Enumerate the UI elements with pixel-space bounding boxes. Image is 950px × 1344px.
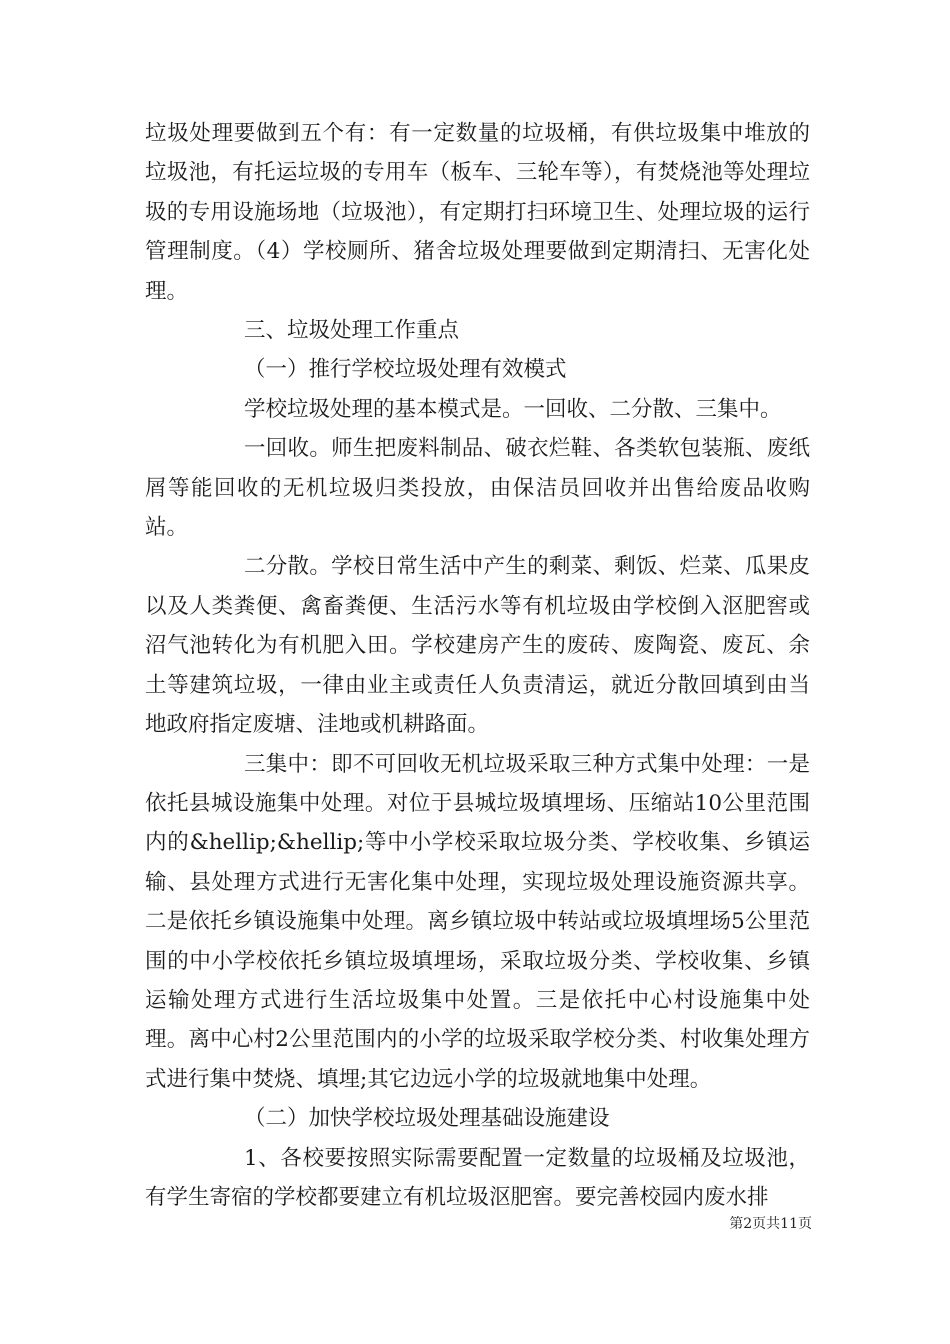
paragraph-basic-mode: 学校垃圾处理的基本模式是。一回收、二分散、三集中。 bbox=[244, 396, 782, 422]
paragraph-disperse: 二分散。学校日常生活中产生的剩菜、剩饭、烂菜、瓜果皮以及人类粪便、禽畜粪便、生活污水等有机垃圾由学校倒入沤肥窖或沼气池转化为有机肥入田。学校建房产生的废砖、废陶瓷、废瓦、余土等建筑垃圾，一律由业主或责任人负责清运，就近分散回填到由当地政府指定废塘、洼地或机耕路面。 bbox=[145, 554, 810, 738]
subsection-heading-2: （二）加快学校垃圾处理基础设施建设 bbox=[244, 1106, 610, 1132]
page-number: 第2页共11页 bbox=[729, 1216, 812, 1232]
paragraph-facilities: 1、各校要按照实际需要配置一定数量的垃圾桶及垃圾池，有学生寄宿的学校都要建立有机垃圾沤肥窖。要完善校园内废水排 bbox=[145, 1145, 810, 1210]
document-body bbox=[145, 114, 810, 1217]
subsection-heading-1: （一）推行学校垃圾处理有效模式 bbox=[244, 357, 567, 383]
section-heading-3: 三、垃圾处理工作重点 bbox=[244, 318, 460, 344]
paragraph-continuation: 垃圾处理要做到五个有：有一定数量的垃圾桶，有供垃圾集中堆放的垃圾池，有托运垃圾的专用车（板车、三轮车等），有焚烧池等处理垃圾的专用设施场地（垃圾池），有定期打扫环境卫生、处理垃圾的运行管理制度。（4）学校厕所、猪舍垃圾处理要做到定期清扫、无害化处理。 bbox=[145, 121, 810, 304]
paragraph-recycle: 一回收。师生把废料制品、破衣烂鞋、各类软包装瓶、废纸屑等能回收的无机垃圾归类投放，由保洁员回收并出售给废品收购站。 bbox=[145, 436, 810, 541]
paragraph-centralize: 三集中：即不可回收无机垃圾采取三种方式集中处理：一是依托县城设施集中处理。对位于县城垃圾填埋场、压缩站10公里范围内的&hellip;&hellip;等中小学校采取垃圾分类、学校收集、乡镇运输、县处理方式进行无害化集中处理，实现垃圾处理设施资源共享。二是依托乡镇设施集中处理。离乡镇垃圾中转站或垃圾填埋场5公里范围的中小学校依托乡镇垃圾填埋场，采取垃圾分类、学校收集、乡镇运输处理方式进行生活垃圾集中处置。三是依托中心村设施集中处理。离中心村2公里范围内的小学的垃圾采取学校分类、村收集处理方式进行集中焚烧、填埋;其它边远小学的垃圾就地集中处理。 bbox=[145, 751, 810, 1092]
